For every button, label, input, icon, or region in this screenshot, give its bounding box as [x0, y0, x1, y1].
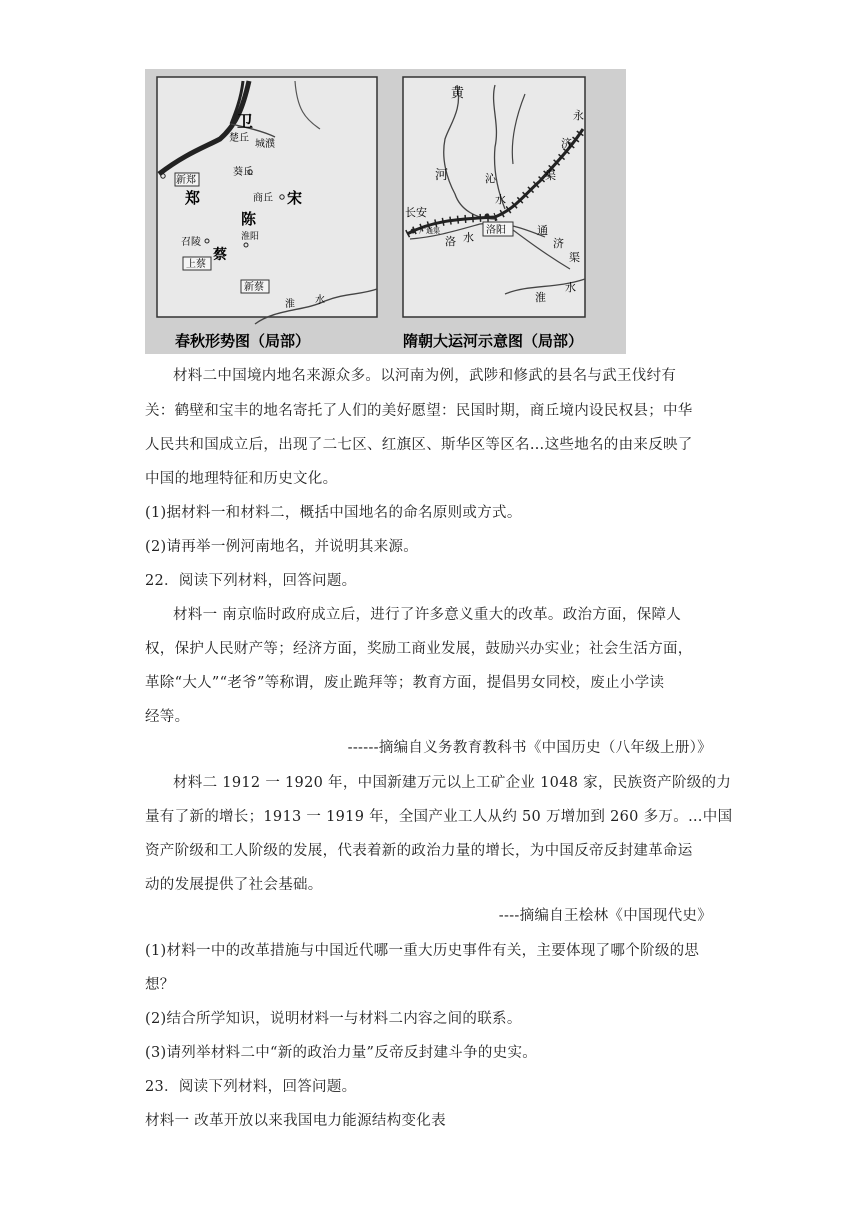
label-shangcai: 上蔡: [186, 259, 206, 270]
label-chuqiu: 楚丘: [229, 133, 249, 144]
label-tong: 通: [537, 224, 548, 237]
q22-material1-line2: 权，保护人民财产等；经济方面，奖励工商业发展，鼓励兴办实业；社会生活方面，: [145, 641, 693, 657]
q22-material1-line1: 材料一 南京临时政府成立后，进行了许多意义重大的改革。政治方面，保障人: [173, 607, 682, 623]
q22-question-1a: (1)材料一中的改革措施与中国近代哪一重大历史事件有关，主要体现了哪个阶级的思: [145, 943, 700, 959]
q22-question-1b: 想？: [145, 977, 175, 993]
label-zheng: 郑: [185, 189, 201, 207]
q22-question-2: (2)结合所学知识，说明材料一与材料二内容之间的联系。: [145, 1011, 522, 1027]
left-map-caption: 春秋形势图（局部）: [175, 332, 311, 350]
question-1: (1)据材料一和材料二，概括中国地名的命名原则或方式。: [145, 505, 522, 521]
label-qu: 渠: [545, 169, 556, 182]
maps-svg: [145, 69, 626, 354]
question-22-heading: 22．阅读下列材料，回答问题。: [145, 573, 357, 589]
label-yong: 永: [573, 109, 584, 122]
label-he: 河: [435, 168, 449, 183]
q22-source-2: ----摘编自王桧林《中国现代史》: [498, 908, 712, 924]
label-cai: 蔡: [213, 247, 227, 263]
label-shui2: 水: [463, 231, 474, 244]
material2-line2: 关：鹤壁和宝丰的地名寄托了人们的美好愿望：民国时期，商丘境内设民权县；中华: [145, 403, 693, 419]
label-luoyang: 洛阳: [486, 225, 506, 236]
label-luo: 洛: [445, 235, 456, 248]
q22-material2-line1: 材料二 1912 一 1920 年，中国新建万元以上工矿企业 1048 家，民族资产阶级的力: [173, 775, 732, 791]
label-ji: 济: [561, 137, 572, 150]
label-changan: 长安: [405, 206, 427, 219]
label-shui1: 水: [495, 193, 506, 206]
question-2: (2)请再举一例河南地名，并说明其来源。: [145, 539, 419, 555]
q22-material2-line4: 动的发展提供了社会基础。: [145, 877, 323, 893]
q22-source-1: ------摘编自义务教育教科书《中国历史（八年级上册）》: [347, 740, 712, 756]
label-ji2: 济: [553, 237, 564, 250]
label-wei: 卫: [237, 112, 254, 131]
sui-canal-map: [403, 77, 585, 350]
q22-material1-line3: 革除“大人”“老爷”等称谓，废止跪拜等；教育方面，提倡男女同校，废止小学读: [145, 675, 665, 691]
material2-line3: 人民共和国成立后，出现了二七区、红旗区、斯华区等区名…这些地名的由来反映了: [145, 437, 693, 453]
label-zhaoling: 召陵: [181, 237, 201, 248]
label-huai-r: 淮: [535, 291, 546, 304]
label-huai: 淮: [285, 299, 295, 310]
city-dot-changan: [411, 229, 416, 234]
label-qin: 沁: [485, 172, 496, 185]
label-guangtongqu: 广通渠: [419, 227, 440, 235]
label-shui: 水: [315, 295, 325, 306]
label-huaiyang: 淮阳: [241, 232, 260, 242]
label-shangqiu: 商丘: [253, 193, 273, 204]
q23-material1-title: 材料一 改革开放以来我国电力能源结构变化表: [145, 1113, 446, 1129]
label-chengpu: 城濮: [255, 139, 275, 150]
city-dot-luoyang: [485, 214, 490, 219]
map-figure: [145, 69, 626, 354]
label-chen: 陈: [241, 210, 257, 228]
q22-question-3: (3)请列举材料二中“新的政治力量”反帝反封建斗争的史实。: [145, 1045, 538, 1061]
right-map-caption: 隋朝大运河示意图（局部）: [403, 332, 584, 350]
question-23-heading: 23．阅读下列材料，回答问题。: [145, 1079, 357, 1095]
q22-material2-line2: 量有了新的增长；1913 一 1919 年，全国产业工人从约 50 万增加到 260 多万。…中国: [145, 809, 733, 825]
label-song: 宋: [287, 189, 303, 207]
label-xincai: 新蔡: [244, 282, 264, 293]
material2-line1: 材料二中国境内地名来源众多。以河南为例，武陟和修武的县名与武王伐纣有: [173, 368, 677, 384]
label-qu2: 渠: [569, 251, 580, 264]
label-huang: 黄: [451, 86, 465, 101]
q22-material1-line4: 经等。: [145, 709, 190, 725]
spring-autumn-map: [157, 77, 377, 350]
q22-material2-line3: 资产阶级和工人阶级的发展，代表着新的政治力量的增长，为中国反帝反封建革命运: [145, 843, 693, 859]
label-shui3: 水: [565, 281, 576, 294]
label-kuiqiu: 葵丘: [233, 167, 253, 178]
material2-line4: 中国的地理特征和历史文化。: [145, 471, 338, 487]
label-xinzheng: 新郑: [176, 175, 196, 186]
